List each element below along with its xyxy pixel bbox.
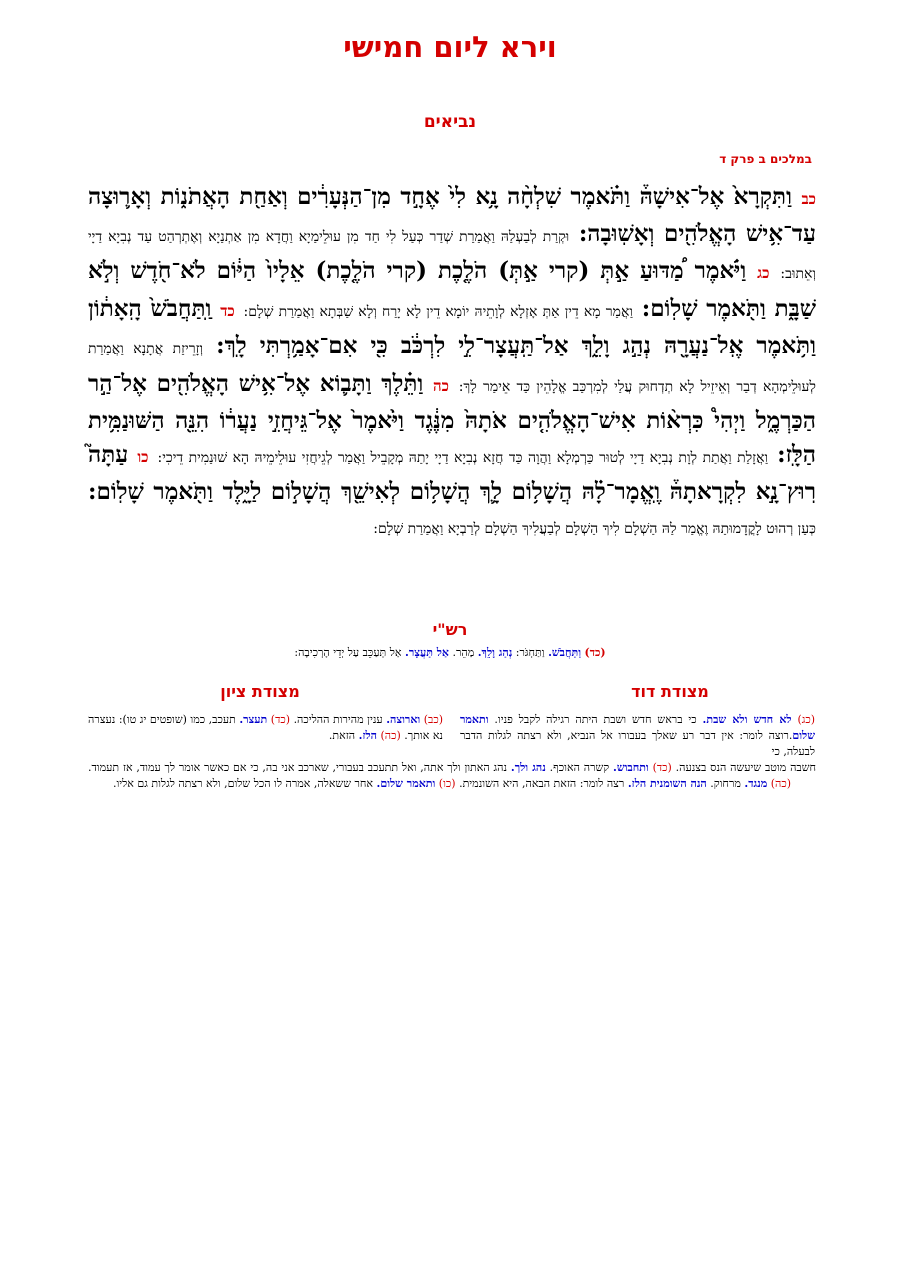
verse-text: וַיֹּ֗אמֶר מַ֠דּוּעַ אַ֣תְּ (קרי אַ֣תְּ) הֹלֶ֤כֶת (קרי הֹלֶ֤כֶת) אֵלָיו֙ הַיּ֔וֹם לֹא־חֹ֖דֶשׁ וְלֹ֣א שַׁבָּ֑ת וַתֹּ֖אמֶר שָׁלֽוֹם:: [88, 257, 817, 322]
targum-text: וְזָרֵיזַת אֲתָנָא וַאֲמַרַת לְעוּלֵימְהָא דְבַר וְאֵיזֵיל לָא תְדְחוּק עֲלַי לְמִרְכַּב אֱלָהֵין כַּד אֵימַר לָךְ:: [88, 341, 816, 395]
verse-text: וַתֵּ֗לֶךְ וַתָּב֛וֹא אֶל־אִ֥ישׁ הָאֱלֹהִ֖ים אֶל־הַ֣ר הַכַּרְמֶ֑ל וַיְהִי֩ כִּרְא֨וֹת אִישׁ־הָאֱלֹהִ֤ים אֹתָהּ֙ מִנֶּ֔גֶד וַיֹּ֙אמֶר֙ אֶל־גֵּיחֲזִ֣י נַעֲר֔וֹ הִנֵּ֖ה הַשּׁוּנַמִּ֥ית הַלָּֽז:: [88, 369, 816, 468]
commentary-heading: לא חדש ולא שבת.: [702, 713, 792, 726]
commentary-text: קשרה האוכף.: [549, 761, 610, 774]
rashi-heading: וַתַּחֲבֹשׁ.: [548, 646, 582, 659]
page-title: וירא ליום חמישי: [343, 30, 557, 64]
rashi-heading: אַל תַּעֲצָר.: [405, 646, 449, 659]
verse-text: וַֽתַּחֲבֹשׁ֙ הָֽאָת֔וֹן וַתֹּ֥אמֶר אֶֽל־נַעֲרָ֖הּ נְהַ֣ג וָלֵ֑ךְ אַל־תַּֽעֲצָר־לִ֣י לִרְכֹּ֔ב כִּ֖י אִם־אָמַ֥רְתִּי לָֽךְ:: [88, 294, 817, 359]
commentary-heading: תעצר.: [239, 713, 268, 726]
commentary-text: תעכב, כמו (שופטים יג טו): נעצרה נא אותך.: [88, 713, 443, 742]
commentary-text: חשבה מוטב שיעשה הנס בצנעה.: [675, 761, 817, 774]
commentary-heading: ותחבוש.: [612, 761, 649, 774]
metzudat-david-commentary: [460, 712, 815, 760]
commentary-ref: (כה): [380, 729, 401, 742]
metzudat-david-continuation: [88, 760, 816, 792]
commentary-text: כי בראש חדש ושבת היתה רגילה לקבל פניו.: [494, 713, 697, 726]
rashi-commentary: [0, 646, 900, 659]
metzudat-zion-commentary: [88, 712, 443, 744]
rashi-ref: (כד): [584, 646, 606, 659]
commentary-ref: (כו): [438, 777, 456, 790]
rashi-heading: נְהַג וָלֵךְ.: [477, 646, 513, 659]
commentary-text: רצה לומר: הזאת הבאה, היא השונמית.: [459, 777, 625, 790]
commentary-ref: (כה): [770, 777, 792, 790]
targum-text: וַאֲזָלַת וַאֲתַת לְוָת נְבִיָא דַיָי לְטוּר כַּרְמְלָא וַהֲוָה כַּד חֲזָא נְבִיָא דַיָי יָתַהּ מְקָבֵיל וַאֲמַר לְגֵיחֲזִי עוּלֵימֵיהּ הָא שׁוּנַמִית דֵיכִי:: [157, 449, 769, 466]
commentary-ref: (כד): [270, 713, 291, 726]
commentary-heading: מנגד.: [744, 777, 768, 790]
commentary-text: מרחוק.: [710, 777, 741, 790]
commentary-ref: (כב): [423, 713, 443, 726]
commentary-text: ענין מהירות ההליכה.: [293, 713, 383, 726]
verse-number: כו: [137, 447, 149, 466]
verse-number: כב: [801, 190, 816, 208]
targum-text: וַאֲמַר מָא דֵין אַתְּ אָזְלָא לְוָתֵיהּ יוֹמָא דֵין לָא יָרַח וְלָא שַׁבְּתָא וַאֲמַרַת שְׁלָם:: [243, 303, 633, 320]
targum-text: כְּעַן רְהוּט לָקֳדָמוּתַהּ וֶאֱמַר לַהּ הַשְׁלָם לִיךְ הַשְׁלָם לְבַעֲלִיךְ הַשְׁלָם לְרַבְיָא וַאֲמַרַת שְׁלָם:: [373, 520, 816, 537]
rashi-text: וַתַּחְגֹּר:: [515, 646, 545, 659]
verse-number: כה: [432, 376, 449, 395]
commentary-text: אחר ששאלה, אמרה לו הכל שלום, ולא רצתה לגלות גם אליו.: [112, 777, 374, 790]
verse-text: וַתִּקְרָא֙ אֶל־אִישָׁהּ֒ וַתֹּ֗אמֶר שִׁלְחָ֨ה נָ֥א לִי֙ אֶחָ֣ד מִן־הַנְּעָרִ֔ים וְאַחַ֖ת הָאֲתֹנ֑וֹת וְאָר֛וּצָה עַד־אִ֥ישׁ הָאֱלֹהִ֖ים וְאָשֽׁוּבָה:: [88, 183, 816, 247]
chapter-reference: במלכים ב פרק ד: [719, 152, 812, 166]
rashi-text: אַל תְּעַכֵּב עַל יְדֵי הָרְכִיבָה:: [294, 646, 402, 659]
commentary-text: הזאת.: [328, 729, 356, 742]
commentary-ref: (כד): [652, 761, 672, 774]
metzudat-zion-title: מצודת ציון: [220, 682, 300, 701]
commentary-heading: הנה השומנית הלז.: [627, 777, 707, 790]
commentary-heading: וארוצה.: [386, 713, 421, 726]
section-title: נביאים: [423, 112, 477, 132]
commentary-heading: ותאמר שלום.: [376, 777, 436, 790]
commentary-text: .רוצה לומר: אין דבר רע שאלך בעבורו אל הנביא, ולא רצתה לגלות הדבר לבעלה, כי: [460, 729, 815, 758]
commentary-heading: ותאמר שלום: [460, 713, 815, 742]
commentary-text: נהג האתון ולך אתה, ואל תתעכב בעבורי, שארכב אני בה, כי אם כאשר אומר לך עמוד, אז תעמוד.: [88, 761, 508, 774]
scripture-text: [88, 180, 816, 546]
rashi-text: מַהֵר.: [452, 646, 475, 659]
metzudat-david-title: מצודת דוד: [631, 682, 709, 701]
verse-number: כד: [220, 301, 235, 320]
verse-text: עַתָּה֮ רֽוּץ־נָ֣א לִקְרָאתָהּ֒ וֶֽאֱמָר־לָ֗הּ הֲשָׁל֥וֹם לָ֛ךְ הֲשָׁל֥וֹם לְאִישֵׁ֖ךְ הֲשָׁל֣וֹם לַיָּ֑לֶד וַתֹּ֖אמֶר שָׁלֽוֹם:: [88, 440, 816, 505]
commentary-heading: הלז.: [358, 729, 377, 742]
rashi-title: רש"י: [432, 620, 468, 639]
verse-number: כג: [757, 264, 770, 282]
commentary-ref: (כג): [797, 713, 816, 726]
targum-text: וּקְרַת לְבַעְלַהּ וַאֲמַרַת שְׁדַר כְּעַל לִי חַד מִן עוּלֵימַיָא וַחֲדָא מִן אַתְנַיָא וְאֶתְרְהַט עַד נְבִיָא דַיָי וְאֵתוּב:: [88, 228, 816, 282]
commentary-heading: נהג ולך.: [510, 761, 546, 774]
